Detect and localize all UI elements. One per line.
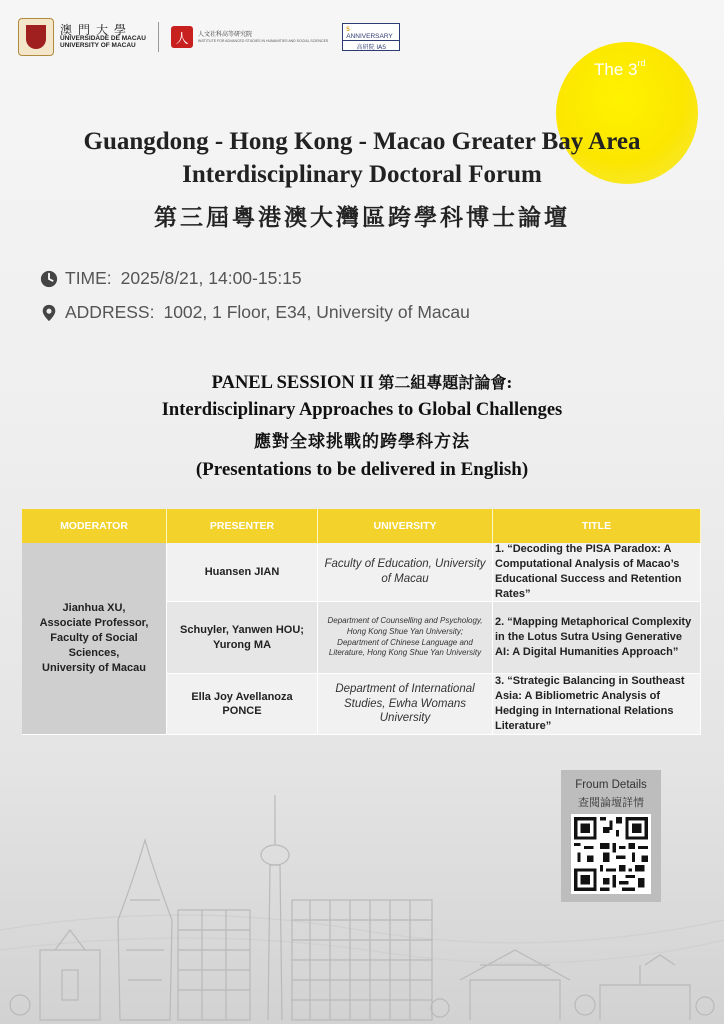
university-cell-3: Department of International Studies, Ewha Womans University: [318, 674, 493, 735]
title-cell-1: 1. “Decoding the PISA Paradox: A Computational Analysis of Macao’s Educational Success and Retention Rates”: [493, 543, 701, 602]
panel-session-en: PANEL SESSION II: [211, 373, 374, 393]
fahs-mark-icon: 人: [171, 26, 193, 48]
presenter-cell-2: Schuyler, Yanwen HOU; Yurong MA: [167, 602, 318, 674]
location-pin-icon: [40, 304, 58, 322]
title-cell-2: 2. “Mapping Metaphorical Complexity in the Lotus Sutra Using Generative AI: A Digital Humanities Approach”: [493, 602, 701, 674]
um-name-en: UNIVERSITY OF MACAU: [60, 42, 136, 50]
clock-icon: [40, 270, 58, 288]
edition-badge: [594, 60, 646, 80]
address-label: ADDRESS:: [65, 302, 155, 322]
time-label: TIME:: [65, 268, 112, 288]
qr-caption-en: Froum Details: [575, 779, 647, 791]
table-header-presenter: PRESENTER: [167, 509, 318, 543]
qr-caption-cn: 查閱論壇詳情: [578, 796, 644, 809]
ias-anniversary: ANNIVERSARY: [346, 33, 393, 40]
qr-code-icon[interactable]: [571, 814, 651, 894]
forum-details-qr-block[interactable]: [561, 770, 661, 902]
table-header-moderator: MODERATOR: [22, 509, 167, 543]
table-header-university: UNIVERSITY: [318, 509, 493, 543]
moderator-cell: [22, 543, 167, 735]
header-logos: [18, 18, 400, 56]
panel-theme-en: Interdisciplinary Approaches to Global Challenges: [161, 400, 563, 420]
forum-title-line1: Guangdong - Hong Kong - Macao Greater Bay Area: [83, 128, 641, 155]
um-name-cn: 澳門大學: [60, 22, 133, 37]
um-crest-icon: [18, 18, 54, 56]
um-logo: [18, 18, 146, 56]
moderator-text: Jianhua XU, Associate Professor, Faculty of Social Sciences, University of Macau: [39, 602, 149, 674]
um-name-pt: UNIVERSIDADE DE MACAU: [60, 35, 146, 43]
forum-title-line2: Interdisciplinary Doctoral Forum: [182, 161, 542, 188]
presenter-cell-3: Ella Joy Avellanoza PONCE: [167, 674, 318, 735]
time-row: [40, 268, 302, 289]
forum-title-cn: 第三屆粵港澳大灣區跨學科博士論壇: [154, 204, 570, 231]
presentation-table: [22, 509, 701, 735]
address-value: 1002, 1 Floor, E34, University of Macau: [163, 302, 470, 322]
panel-language-note: (Presentations to be delivered in English): [195, 459, 529, 480]
ias-anniversary-logo: [342, 23, 400, 51]
time-value: 2025/8/21, 14:00-15:15: [120, 268, 302, 288]
address-row: [40, 302, 470, 323]
fahs-logo: [171, 26, 328, 48]
panel-theme-cn: 應對全球挑戰的跨學科方法: [254, 432, 470, 452]
logo-divider: [158, 22, 159, 52]
edition-ordinal: rd: [637, 58, 646, 68]
university-cell-1: Faculty of Education, University of Macau: [318, 543, 493, 602]
table-header-title: TITLE: [493, 509, 701, 543]
ias-number: 5: [346, 26, 350, 33]
fahs-name-en: INSTITUTE FOR ADVANCED STUDIES IN HUMANITIES AND SOCIAL SCIENCES: [197, 38, 329, 43]
presenter-cell-1: Huansen JIAN: [167, 543, 318, 602]
panel-session-cn: 第二組專題討論會:: [378, 373, 513, 392]
title-cell-3: 3. “Strategic Balancing in Southeast Asia: A Bibliometric Analysis of Hedging in International Relations Literature”: [493, 674, 701, 735]
university-cell-2: Department of Counselling and Psychology, Hong Kong Shue Yan University; Department of Chinese Language and Literature, Hong Kong Shue Yan University: [318, 602, 493, 674]
edition-text: The 3: [594, 60, 638, 79]
panel-session-title: [0, 370, 724, 394]
fahs-name-cn: 人文社科高等研究院: [197, 31, 252, 39]
ias-name: 高研院 IAS: [356, 44, 387, 51]
